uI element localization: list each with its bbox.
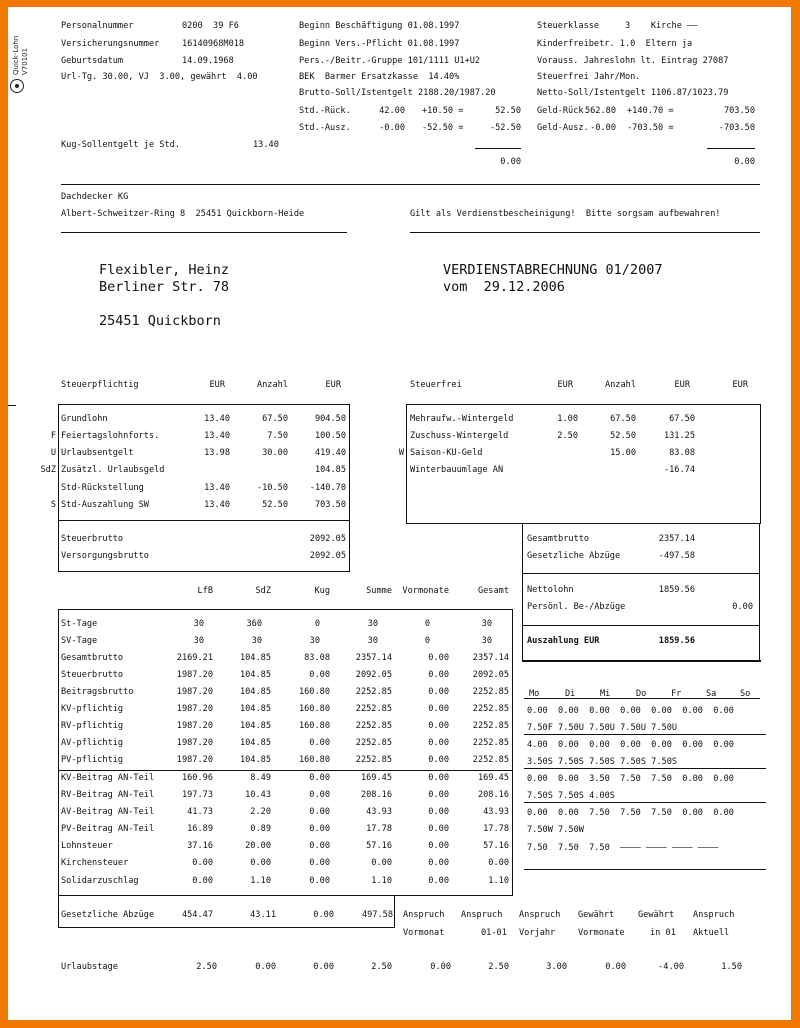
weekday-header: Do: [636, 689, 647, 699]
contrib-cell: 0.00: [428, 876, 449, 886]
taxable-amount: 104.85: [314, 465, 346, 475]
contrib-cell: 0.00: [309, 773, 330, 783]
recipient-name: Flexibler, Heinz: [99, 262, 230, 278]
calendar-rule: [524, 869, 766, 870]
contrib-cell: 160.80: [298, 687, 330, 697]
contrib-cell: 30: [367, 636, 378, 646]
contrib-cell: 160.80: [298, 755, 330, 765]
contrib-label: Gesamtbrutto: [61, 653, 124, 663]
weekday-header: Fr: [671, 689, 682, 699]
contrib-cell: 16.89: [187, 824, 213, 834]
vacation-subheader: 01-01: [481, 928, 507, 938]
summary-label: Gesetzliche Abzüge: [527, 551, 621, 561]
taxable-rate: 13.40: [204, 414, 230, 424]
contrib-label: Solidarzuschlag: [61, 876, 139, 886]
header-col3-line: Kinderfreibetr. 1.0 Eltern ja: [537, 39, 693, 49]
taxable-rate: 13.40: [204, 483, 230, 493]
contrib-cell: 208.16: [477, 790, 509, 800]
taxfree-header-extra: EUR: [732, 380, 748, 390]
quick-lohn-logo: [10, 29, 36, 99]
taxable-header-amount: EUR: [325, 380, 341, 390]
vacation-header: Gewährt: [638, 910, 675, 920]
contrib-cell: 0.00: [428, 721, 449, 731]
contrib-cell: 0.00: [309, 738, 330, 748]
taxable-qty: 7.50: [267, 431, 288, 441]
taxfree-header-qty: Anzahl: [604, 380, 636, 390]
payout-value: 1859.56: [658, 636, 695, 646]
recipient-city: 25451 Quickborn: [99, 313, 221, 329]
contrib-cell: 10.43: [245, 790, 271, 800]
contrib-cell: 0.00: [428, 670, 449, 680]
contrib-label: SV-Tage: [61, 636, 98, 646]
weekday-header: Mo: [529, 689, 540, 699]
vacation-header: Anspruch: [461, 910, 503, 920]
vacation-header: Gewährt: [578, 910, 615, 920]
geld-change: -703.50 =: [627, 123, 674, 133]
employer-left-rule: [61, 232, 347, 233]
taxfree-header: Steuerfrei: [410, 380, 462, 390]
header-label: Personalnummer: [61, 21, 134, 31]
contrib-cell: 2252.85: [472, 738, 509, 748]
calendar-line: 0.00 0.00 0.00 0.00 0.00 0.00 0.00: [527, 706, 734, 716]
contrib-cell: 0.00: [428, 773, 449, 783]
summary-left-rule: [522, 523, 523, 662]
contrib-cell: 37.16: [187, 841, 213, 851]
contrib-cell: 2252.85: [472, 687, 509, 697]
contrib-cell: 2.20: [250, 807, 271, 817]
contrib-cell: 1987.20: [176, 670, 213, 680]
taxfree-rate: 1.00: [557, 414, 578, 424]
contrib-cell: 30: [193, 636, 204, 646]
vacation-value: 1.50: [721, 962, 742, 972]
geld-label: Geld-Ausz.: [537, 123, 589, 133]
weekday-header: Mi: [600, 689, 611, 699]
contrib-header: LfB: [197, 586, 213, 596]
contrib-divider: [58, 770, 513, 771]
header-value: 16140968M018: [182, 39, 245, 49]
vacation-value: 2.50: [488, 962, 509, 972]
contrib-header: Kug: [314, 586, 330, 596]
contrib-cell: 41.73: [187, 807, 213, 817]
vacation-subheader: Vorjahr: [519, 928, 556, 938]
header-col2-line: Beginn Vers.-Pflicht 01.08.1997: [299, 39, 460, 49]
calendar-line: 7.50W 7.50W: [527, 825, 584, 835]
legal-value: 43.11: [250, 910, 276, 920]
header-value: 0200 39 F6: [182, 21, 239, 31]
calendar-line: 0.00 0.00 3.50 7.50 7.50 0.00 0.00: [527, 774, 734, 784]
contrib-cell: 83.08: [304, 653, 330, 663]
geld-value: 562.80: [584, 106, 616, 116]
contrib-cell: 0.00: [488, 858, 509, 868]
taxfree-header-eur: EUR: [557, 380, 573, 390]
contrib-cell: 30: [309, 636, 320, 646]
taxable-amount: 703.50: [314, 500, 346, 510]
geld-result: -703.50: [718, 123, 755, 133]
taxable-label: Urlaubsentgelt: [61, 448, 134, 458]
disc-icon: [10, 79, 24, 93]
contrib-cell: 0.89: [250, 824, 271, 834]
contrib-cell: 169.45: [360, 773, 392, 783]
header-label: Geburtsdatum: [61, 56, 124, 66]
vacation-value: 2.50: [196, 962, 217, 972]
employer-name: Dachdecker KG: [61, 192, 129, 202]
contrib-label: Beitragsbrutto: [61, 687, 134, 697]
contrib-label: KV-Beitrag AN-Teil: [61, 773, 155, 783]
vacation-header: Anspruch: [693, 910, 735, 920]
contrib-cell: 2092.05: [472, 670, 509, 680]
geld-label: Geld-Rück.: [537, 106, 589, 116]
summary-label: Persönl. Be-/Abzüge: [527, 602, 626, 612]
logo-version: V70101: [21, 47, 29, 75]
header-value: 14.09.1968: [182, 56, 234, 66]
contrib-cell: 104.85: [239, 653, 271, 663]
taxfree-amount: 83.08: [669, 448, 695, 458]
summary-value: 1859.56: [658, 585, 695, 595]
taxable-qty: -10.50: [256, 483, 288, 493]
legal-label: Gesetzliche Abzüge: [61, 910, 155, 920]
contrib-cell: 2252.85: [355, 755, 392, 765]
contrib-cell: 0.00: [428, 807, 449, 817]
taxable-header: Steuerpflichtig: [61, 380, 139, 390]
header-col3-line: Steuerfrei Jahr/Mon.: [537, 72, 641, 82]
contrib-label: KV-pflichtig: [61, 704, 124, 714]
contrib-cell: 160.96: [181, 773, 213, 783]
taxable-qty: 52.50: [262, 500, 288, 510]
std-change: +10.50 =: [422, 106, 464, 116]
taxable-rate: 13.40: [204, 431, 230, 441]
weekday-header: Di: [565, 689, 576, 699]
taxable-amount: -140.70: [309, 483, 346, 493]
calendar-rule: [524, 768, 766, 769]
vacation-label: Urlaubstage: [61, 962, 118, 972]
tax-totals-box: [58, 520, 350, 572]
contrib-cell: 197.73: [181, 790, 213, 800]
contrib-header: SdZ: [255, 586, 271, 596]
std-result: -52.50: [489, 123, 521, 133]
contrib-cell: 57.16: [366, 841, 392, 851]
taxable-label: Zusätzl. Urlaubsgeld: [61, 465, 165, 475]
contrib-cell: 0.00: [309, 670, 330, 680]
contrib-cell: 2252.85: [472, 721, 509, 731]
contrib-cell: 2252.85: [355, 721, 392, 731]
contrib-cell: 0.00: [428, 858, 449, 868]
contrib-cell: 1987.20: [176, 755, 213, 765]
contrib-cell: 0: [424, 636, 430, 646]
taxfree-qty: 52.50: [610, 431, 636, 441]
contrib-cell: 0.00: [309, 876, 330, 886]
contrib-cell: 104.85: [239, 704, 271, 714]
header-col3-line: Steuerklasse 3 Kirche ——: [537, 21, 698, 31]
contrib-header: Summe: [366, 586, 392, 596]
contrib-cell: 1.10: [250, 876, 271, 886]
recipient-street: Berliner Str. 78: [99, 279, 230, 295]
contrib-cell: 360: [246, 619, 262, 629]
contrib-cell: 0.00: [428, 755, 449, 765]
contrib-cell: 1.10: [371, 876, 392, 886]
contrib-label: PV-Beitrag AN-Teil: [61, 824, 155, 834]
taxable-label: Std-Auszahlung SW: [61, 500, 149, 510]
contrib-cell: 0.00: [250, 858, 271, 868]
taxfree-amount: 131.25: [663, 431, 695, 441]
contrib-cell: 2092.05: [355, 670, 392, 680]
header-col3-line: Netto-Soll/Istentgelt 1106.87/1023.79: [537, 88, 729, 98]
contrib-cell: 0.00: [192, 876, 213, 886]
vacation-value: 0.00: [255, 962, 276, 972]
legal-value: 0.00: [313, 910, 334, 920]
payout-rule: [522, 660, 761, 662]
taxable-header-eur: EUR: [209, 380, 225, 390]
calendar-rule: [524, 734, 766, 735]
vacation-subheader: Vormonate: [578, 928, 625, 938]
calendar-rule: [524, 802, 766, 803]
summary-rule: [522, 625, 760, 626]
taxfree-label: Saison-KU-Geld: [410, 448, 483, 458]
std-value: -0.00: [379, 123, 405, 133]
vacation-value: 3.00: [546, 962, 567, 972]
contrib-cell: 0.00: [309, 858, 330, 868]
taxable-label: Std-Rückstellung: [61, 483, 144, 493]
contrib-cell: 1987.20: [176, 721, 213, 731]
summary-label: Nettolohn: [527, 585, 574, 595]
kug-value: 13.40: [253, 140, 279, 150]
contrib-cell: 30: [193, 619, 204, 629]
contrib-cell: 104.85: [239, 687, 271, 697]
vacation-header: Anspruch: [519, 910, 561, 920]
vacation-value: 0.00: [313, 962, 334, 972]
statement-date: vom 29.12.2006: [443, 279, 565, 295]
contrib-cell: 30: [481, 619, 492, 629]
contrib-cell: 0.00: [192, 858, 213, 868]
geld-change: +140.70 =: [627, 106, 674, 116]
std-result: 52.50: [495, 106, 521, 116]
contrib-cell: 1987.20: [176, 687, 213, 697]
taxfree-label: Mehraufw.-Wintergeld: [410, 414, 514, 424]
taxable-flag: S: [50, 500, 56, 510]
vacation-value: -4.00: [658, 962, 684, 972]
taxable-amount: 904.50: [314, 414, 346, 424]
taxable-qty: 30.00: [262, 448, 288, 458]
contrib-cell: 0: [314, 619, 320, 629]
calendar-line: 0.00 0.00 7.50 7.50 7.50 0.00 0.00: [527, 808, 734, 818]
employer-address: Albert-Schweitzer-Ring 8 25451 Quickborn-Heide: [61, 209, 305, 219]
contrib-cell: 17.78: [483, 824, 509, 834]
contrib-cell: 104.85: [239, 721, 271, 731]
taxable-label: Feiertagslohnforts.: [61, 431, 160, 441]
tax-total-label: Steuerbrutto: [61, 534, 124, 544]
summary-rule: [522, 573, 760, 574]
contrib-cell: 0.00: [428, 704, 449, 714]
contrib-cell: 0.00: [309, 807, 330, 817]
taxfree-amount: -16.74: [663, 465, 695, 475]
vacation-header: Anspruch: [403, 910, 445, 920]
contrib-cell: 0.00: [371, 858, 392, 868]
std-value: 42.00: [379, 106, 405, 116]
contrib-label: Steuerbrutto: [61, 670, 124, 680]
contrib-label: AV-pflichtig: [61, 738, 124, 748]
summary-right-rule: [759, 523, 760, 662]
summary-value: -497.58: [658, 551, 695, 561]
geld-result: 703.50: [723, 106, 755, 116]
contrib-label: RV-pflichtig: [61, 721, 124, 731]
header-col2-line: Brutto-Soll/Istentgelt 2188.20/1987.20: [299, 88, 496, 98]
contrib-cell: 17.78: [366, 824, 392, 834]
legal-value: 497.58: [361, 910, 393, 920]
contrib-cell: 0.00: [428, 824, 449, 834]
calendar-line: 7.50F 7.50U 7.50U 7.50U 7.50U: [527, 723, 678, 733]
contrib-cell: 0.00: [428, 687, 449, 697]
vacation-subheader: Vormonat: [403, 928, 445, 938]
contrib-cell: 104.85: [239, 670, 271, 680]
taxfree-qty: 15.00: [610, 448, 636, 458]
contrib-cell: 2357.14: [355, 653, 392, 663]
calendar-line: 4.00 0.00 0.00 0.00 0.00 0.00 0.00: [527, 740, 734, 750]
contrib-cell: 0.00: [428, 790, 449, 800]
taxable-flag: F: [50, 431, 56, 441]
contrib-cell: 208.16: [360, 790, 392, 800]
contrib-cell: 43.93: [483, 807, 509, 817]
contrib-cell: 2252.85: [472, 704, 509, 714]
geld-sum-rule: [707, 148, 755, 149]
contrib-label: PV-pflichtig: [61, 755, 124, 765]
payslip-page: [8, 7, 791, 1020]
taxable-amount: 419.40: [314, 448, 346, 458]
calendar-line: 7.50 7.50 7.50 ———— ———— ———— ————: [527, 843, 719, 853]
summary-value: 2357.14: [658, 534, 695, 544]
kug-label: Kug-Sollentgelt je Std.: [61, 140, 180, 150]
taxable-header-qty: Anzahl: [256, 380, 288, 390]
taxfree-amount: 67.50: [669, 414, 695, 424]
contrib-cell: 104.85: [239, 755, 271, 765]
contrib-cell: 2252.85: [355, 738, 392, 748]
taxfree-header-amount: EUR: [674, 380, 690, 390]
vacation-value: 0.00: [430, 962, 451, 972]
taxable-qty: 67.50: [262, 414, 288, 424]
contrib-cell: 30: [251, 636, 262, 646]
statement-title: VERDIENSTABRECHNUNG 01/2007: [443, 262, 663, 278]
contrib-cell: 0.00: [309, 841, 330, 851]
contrib-cell: 0: [424, 619, 430, 629]
legal-value: 454.47: [181, 910, 213, 920]
contrib-cell: 2357.14: [472, 653, 509, 663]
std-total: 0.00: [500, 157, 521, 167]
tax-total-label: Versorgungsbrutto: [61, 551, 149, 561]
payout-label: Auszahlung EUR: [527, 636, 600, 646]
contrib-header: Gesamt: [477, 586, 509, 596]
contrib-label: RV-Beitrag AN-Teil: [61, 790, 155, 800]
taxable-flag: SdZ: [40, 465, 56, 475]
contrib-cell: 169.45: [477, 773, 509, 783]
contrib-cell: 1987.20: [176, 738, 213, 748]
std-label: Std.-Rück.: [299, 106, 351, 116]
taxable-flag: U: [50, 448, 56, 458]
vacation-value: 2.50: [371, 962, 392, 972]
header-col2-line: Pers.-/Beitr.-Gruppe 101/1111 U1+U2: [299, 56, 481, 66]
contrib-cell: 20.00: [245, 841, 271, 851]
header-col2-line: Beginn Beschäftigung 01.08.1997: [299, 21, 460, 31]
taxfree-label: Winterbauumlage AN: [410, 465, 504, 475]
weekday-header: Sa: [706, 689, 717, 699]
taxfree-rate: 2.50: [557, 431, 578, 441]
contrib-cell: 160.80: [298, 721, 330, 731]
vacation-value: 0.00: [605, 962, 626, 972]
contrib-label: AV-Beitrag AN-Teil: [61, 807, 155, 817]
header-col3-line: Vorauss. Jahreslohn lt. Eintrag 27087: [537, 56, 729, 66]
contrib-header: Vormonate: [402, 586, 449, 596]
taxfree-label: Zuschuss-Wintergeld: [410, 431, 509, 441]
employer-right-rule: [410, 232, 760, 233]
contrib-label: Lohnsteuer: [61, 841, 113, 851]
contrib-cell: 0.00: [428, 653, 449, 663]
taxable-rate: 13.98: [204, 448, 230, 458]
contrib-cell: 8.49: [250, 773, 271, 783]
contrib-cell: 30: [481, 636, 492, 646]
contrib-cell: 0.00: [428, 841, 449, 851]
calendar-line: 7.50S 7.50S 4.00S: [527, 791, 615, 801]
vacation-subheader: Aktuell: [693, 928, 730, 938]
contrib-label: Kirchensteuer: [61, 858, 129, 868]
header-col2-line: BEK Barmer Ersatzkasse 14.40%: [299, 72, 460, 82]
contrib-cell: 2252.85: [355, 704, 392, 714]
certificate-note: Gilt als Verdienstbescheinigung! Bitte sorgsam aufbewahren!: [410, 209, 721, 219]
contrib-cell: 0.00: [428, 738, 449, 748]
summary-value: 0.00: [732, 602, 753, 612]
contrib-cell: 0.00: [309, 824, 330, 834]
header-label: Url-Tg. 30.00, VJ 3.00, gewährt 4.00: [61, 72, 258, 82]
taxable-rate: 13.40: [204, 500, 230, 510]
contrib-cell: 160.80: [298, 704, 330, 714]
contrib-cell: 43.93: [366, 807, 392, 817]
contrib-cell: 2169.21: [176, 653, 213, 663]
taxfree-flag: W: [398, 448, 404, 458]
contrib-cell: 0.00: [309, 790, 330, 800]
contrib-cell: 57.16: [483, 841, 509, 851]
contrib-label: St-Tage: [61, 619, 98, 629]
contrib-cell: 2252.85: [355, 687, 392, 697]
geld-value: -0.00: [590, 123, 616, 133]
contrib-cell: 2252.85: [472, 755, 509, 765]
summary-label: Gesamtbrutto: [527, 534, 590, 544]
std-label: Std.-Ausz.: [299, 123, 351, 133]
tax-total-value: 2092.05: [309, 551, 346, 561]
margin-mark: [8, 405, 16, 406]
contrib-cell: 30: [367, 619, 378, 629]
contrib-cell: 1987.20: [176, 704, 213, 714]
tax-total-value: 2092.05: [309, 534, 346, 544]
taxable-amount: 100.50: [314, 431, 346, 441]
geld-total: 0.00: [734, 157, 755, 167]
contrib-cell: 104.85: [239, 738, 271, 748]
employer-top-rule: [61, 184, 760, 185]
taxfree-qty: 67.50: [610, 414, 636, 424]
taxable-label: Grundlohn: [61, 414, 108, 424]
weekday-header: So: [740, 689, 751, 699]
std-change: -52.50 =: [422, 123, 464, 133]
logo-name: Quick-Lohn: [12, 35, 20, 75]
calendar-line: 3.50S 7.50S 7.50S 7.50S 7.50S: [527, 757, 678, 767]
contrib-cell: 1.10: [488, 876, 509, 886]
header-label: Versicherungsnummer: [61, 39, 160, 49]
vacation-subheader: in 01: [650, 928, 676, 938]
std-sum-rule: [475, 148, 521, 149]
calendar-rule: [524, 698, 760, 699]
